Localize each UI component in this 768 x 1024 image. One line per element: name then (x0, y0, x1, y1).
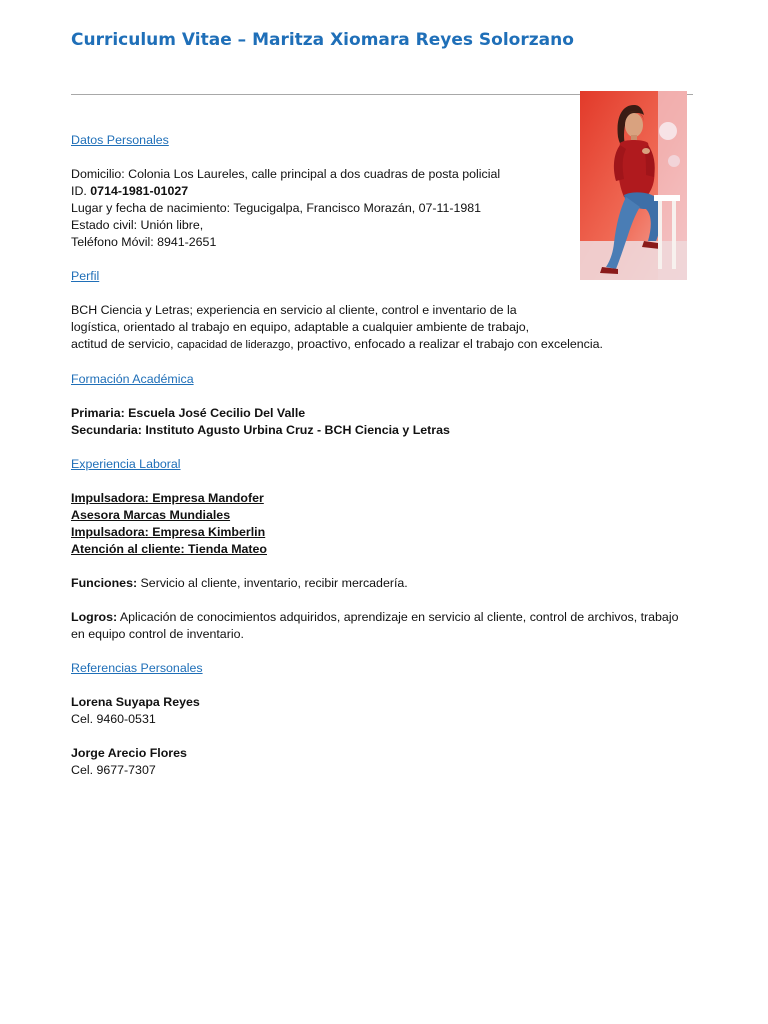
secundaria-line: Secundaria: Instituto Agusto Urbina Cruz - BCH Ciencia y Letras (71, 423, 450, 437)
job-item: Impulsadora: Empresa Mandofer (71, 491, 264, 505)
perfil-line-1: BCH Ciencia y Letras; experiencia en servicio al cliente, control e inventario de la (71, 303, 517, 317)
job-item: Asesora Marcas Mundiales (71, 508, 231, 522)
reference-phone: Cel. 9677-7307 (71, 763, 156, 777)
logros-label: Logros: (71, 610, 118, 624)
reference-phone: Cel. 9460-0531 (71, 712, 156, 726)
telefono-line: Teléfono Móvil: 8941-2651 (71, 235, 217, 249)
logros-text: Aplicación de conocimientos adquiridos, aprendizaje en servicio al cliente, control de archivos, trabajo en equipo control de inventario. (71, 610, 679, 641)
section-title-experiencia: Experiencia Laboral (71, 457, 181, 471)
section-title-perfil: Perfil (71, 269, 100, 283)
funciones-text: Servicio al cliente, inventario, recibir mercadería. (137, 576, 408, 590)
job-item: Impulsadora: Empresa Kimberlin (71, 525, 266, 539)
reference-name: Jorge Arecio Flores (71, 746, 187, 760)
perfil-line-3 (71, 336, 693, 354)
id-label: ID. (71, 184, 91, 198)
estado-civil-line: Estado civil: Unión libre, (71, 218, 204, 232)
perfil-line-2: logística, orientado al trabajo en equipo, adaptable a cualquier ambiente de trabajo, (71, 320, 530, 334)
perfil-line-3-b: capacidad de liderazgo (177, 339, 291, 351)
nacimiento-line: Lugar y fecha de nacimiento: Tegucigalpa, Francisco Morazán, 07-11-1981 (71, 201, 482, 215)
section-title-formacion: Formación Académica (71, 372, 194, 386)
logros-line (71, 609, 693, 643)
id-line (71, 183, 693, 200)
domicilio-line: Domicilio: Colonia Los Laureles, calle principal a dos cuadras de posta policial (71, 167, 501, 181)
funciones-line (71, 575, 693, 592)
document-title: Curriculum Vitae – Maritza Xiomara Reyes Solorzano (71, 30, 574, 50)
primaria-line: Primaria: Escuela José Cecilio Del Valle (71, 406, 306, 420)
perfil-line-3-a: actitud de servicio, (71, 337, 178, 351)
section-title-datos-personales: Datos Personales (71, 133, 169, 147)
cv-body (71, 132, 693, 779)
job-item: Atención al cliente: Tienda Mateo (71, 542, 267, 556)
section-title-referencias: Referencias Personales (71, 661, 203, 675)
funciones-label: Funciones: (71, 576, 138, 590)
id-value: 0714-1981-01027 (90, 184, 189, 198)
reference-name: Lorena Suyapa Reyes (71, 695, 200, 709)
perfil-line-3-c: , proactivo, enfocado a realizar el trabajo con excelencia. (290, 337, 603, 351)
